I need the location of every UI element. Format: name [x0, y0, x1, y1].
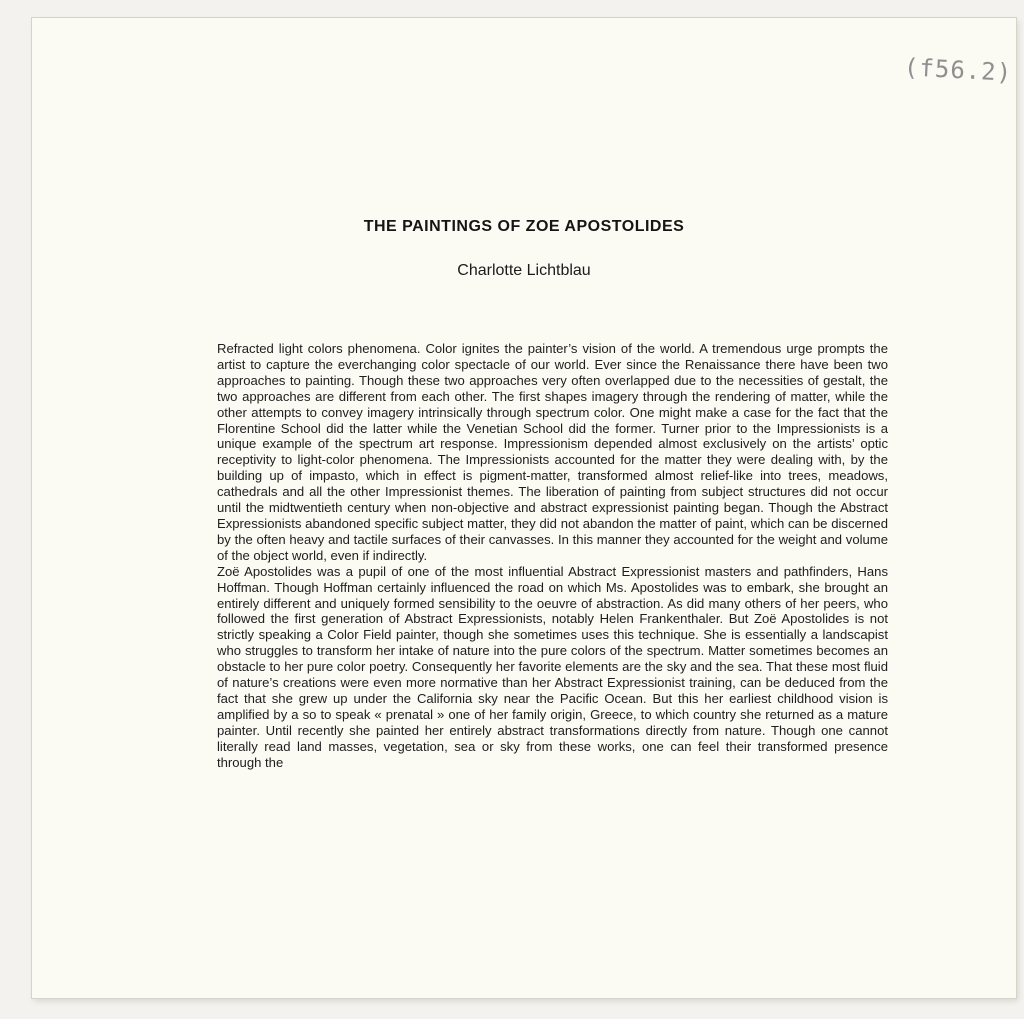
handwritten-annotation: (f56.2) [903, 53, 1013, 87]
document-page [32, 18, 1016, 998]
paragraph-2: Zoë Apostolides was a pupil of one of the most influential Abstract Expressionist masters and pathfinders, Hans Hoffman. Though Hoffman certainly influenced the road on which Ms. Apostolides was to embark, she brought an entirely different and uniquely formed sensibility to the oeuvre of abstraction. As did many others of her peers, who followed the first generation of Abstract Expressionists, notably Helen Frankenthaler. But Zoë Apostolides is not strictly speaking a Color Field painter, though she sometimes uses this technique. She is essentially a landscapist who struggles to transform her intake of nature into the pure colors of the spectrum. Matter sometimes becomes an obstacle to her pure color poetry. Consequently her favorite elements are the sky and the sea. That these most fluid of nature’s creations were even more normative than her Abstract Expressionist training, can be deduced from the fact that she grew up under the California sky near the Pacific Ocean. But this her earliest childhood vision is amplified by a so to speak « prenatal » one of her family origin, Greece, to which country she returned as a mature painter. Until recently she painted her entirely abstract transformations directly from nature. Though one cannot literally read land masses, vegetation, sea or sky from these works, one can feel their transformed presence through the [217, 563, 888, 770]
paragraph-1: Refracted light colors phenomena. Color ignites the painter’s vision of the world. A tremendous urge prompts the artist to capture the everchanging color spectacle of our world. Ever since the Renaissance there have been two approaches to painting. Though these two approaches very often overlapped due to the necessities of gestalt, the two approaches are different from each other. The first shapes imagery through the rendering of matter, while the other attempts to convey imagery intrinsically through spectrum color. One might make a case for the fact that the Florentine School did the latter while the Venetian School did the former. Turner prior to the Impressionists is a unique example of the spectrum art response. Impressionism depended almost exclusively on the artists’ optic receptivity to light-color phenomena. The Impressionists accounted for the matter they were dealing with, by the building up of impasto, which in effect is pigment-matter, transformed almost relief-like into trees, meadows, cathedrals and all the other Impressionist themes. The liberation of painting from subject structures did not occur until the midtwentieth century when non-objective and abstract expressionist painting began. Though the Abstract Expressionists abandoned specific subject matter, they did not abandon the matter of paint, which can be discerned by the often heavy and tactile surfaces of their canvasses. In this manner they accounted for the weight and volume of the object world, even if indirectly. [217, 341, 888, 563]
body-text [217, 341, 888, 770]
author-name: Charlotte Lichtblau [457, 262, 591, 279]
page-title: THE PAINTINGS OF ZOE APOSTOLIDES [363, 218, 685, 235]
